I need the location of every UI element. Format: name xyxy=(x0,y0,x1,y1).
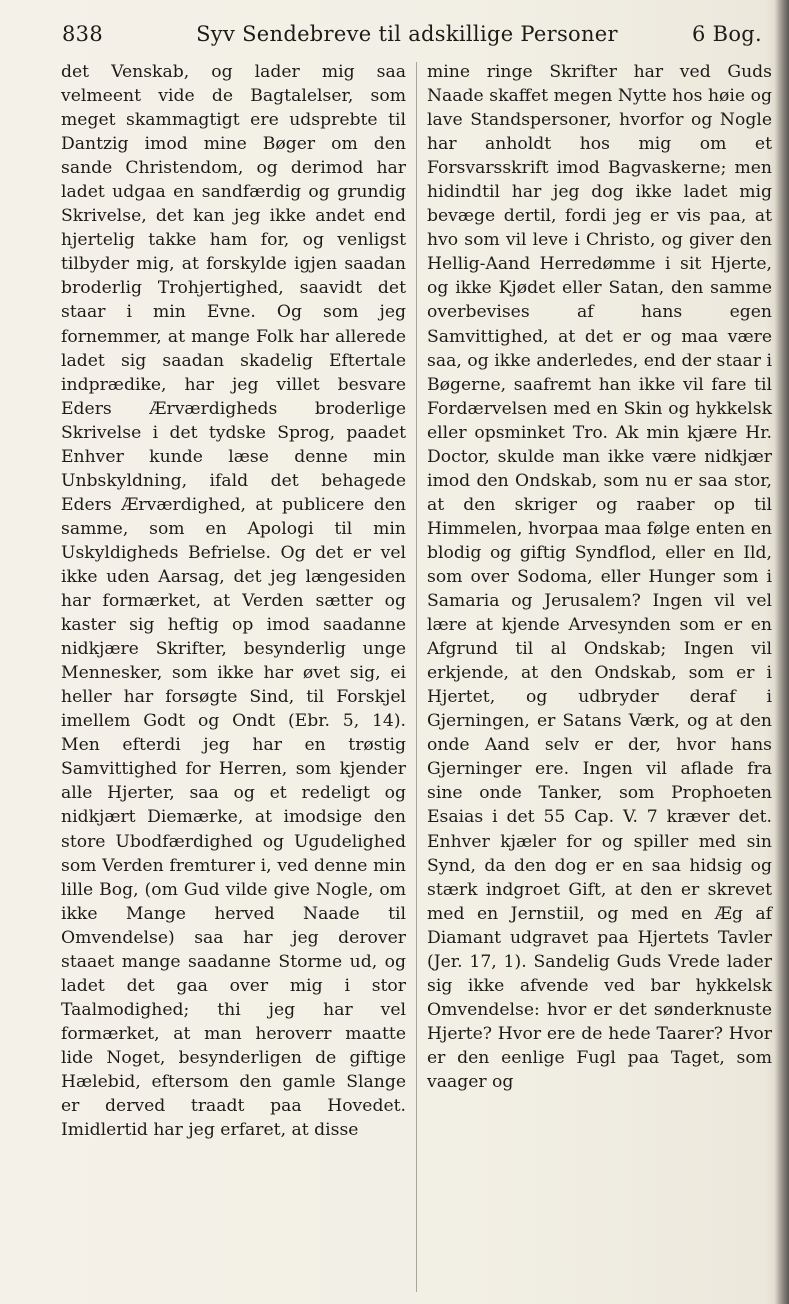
page-number: 838 xyxy=(62,22,103,46)
sheet-label: 6 Bog. xyxy=(691,22,762,46)
left-column xyxy=(61,60,406,1142)
column-divider xyxy=(416,62,417,1292)
left-column-text: det Venskab, og lader mig saa velmeent vide de Bagtalelser, som meget skammagtigt ere udsprebte til Dantzig imod mine Bøger om den sande Christendom, og derimod har ladet udgaa en sandfærdig og grundig Skrivelse, det kan jeg ikke andet end hjertelig takke ham for, og venligst tilbyder mig, at forskylde igjen saadan broderlig Trohjertighed, saavidt det staar i min Evne. Og som jeg fornemmer, at mange Folk har allerede ladet sig saadan skadelig Eftertale indprædike, har jeg villet besvare Eders Ærværdigheds broderlige Skrivelse i det tydske Sprog, paadet Enhver kunde læse denne min Unbskyldning, ifald det behagede Eders Ærværdighed, at publicere den samme, som en Apologi til min Uskyldigheds Befrielse. Og det er vel ikke uden Aarsag, det jeg længesiden har formærket, at Verden sætter og kaster sig heftig op imod saadanne nidkjære Skrifter, besynderlig unge Mennesker, som ikke har øvet sig, ei heller har forsøgte Sind, til Forskjel imellem Godt og Ondt (Ebr. 5, 14). Men efterdi jeg har en trøstig Samvittighed for Herren, som kjender alle Hjerter, saa og et redeligt og nidkjært Diemærke, at imodsige den store Ubodfærdighed og Ugudelighed som Verden fremturer i, ved denne min lille Bog, (om Gud vilde give Nogle, om ikke Mange herved Naade til Omvendelse) saa har jeg derover staaet mange saadanne Storme ud, og ladet det gaa over mig i stor Taalmodighed; thi jeg har vel formærket, at man heroverr maatte lide Noget, besynderligen de giftige Hælebid, eftersom den gamle Slange er derved traadt paa Hovedet. Imidlertid har jeg erfaret, at disse xyxy=(61,62,406,1141)
right-column-text: mine ringe Skrifter har ved Guds Naade skaffet megen Nytte hos høie og lave Standspersoner, hvorfor og Nogle har anholdt hos mig om et Forsvarsskrift imod Bagvaskerne; men hidindtil har jeg dog ikke ladet mig bevæge dertil, fordi jeg er vis paa, at hvo som vil leve i Christo, og giver den Hellig-Aand Herredømme i sit Hjerte, og ikke Kjødet eller Satan, den samme overbevises af hans egen Samvittighed, at det er og maa være saa, og ikke anderledes, end der staar i Bøgerne, saafremt han ikke vil fare til Fordærvelsen med en Skin og hykkelsk eller opsminket Tro. Ak min kjære Hr. Doctor, skulde man ikke være nidkjær imod den Ondskab, som nu er saa stor, at den skriger og raaber op til Himmelen, hvorpaa maa følge enten en blodig og giftig Syndflod, eller en Ild, som over Sodoma, eller Hunger som i Samaria og Jerusalem? Ingen vil vel lære at kjende Arvesynden som er en Afgrund til al Ondskab; Ingen vil erkjende, at den Ondskab, som er i Hjertet, og udbryder deraf i Gjerningen, er Satans Værk, og at den onde Aand selv er der, hvor hans Gjerninger ere. Ingen vil aflade fra sine onde Tanker, som Prophoeten Esaias i det 55 Cap. V. 7 kræver det. Enhver kjæler for og spiller med sin Synd, da den dog er en saa hidsig og stærk indgroet Gift, at den er skrevet med en Jernstiil, og med en Æg af Diamant udgravet paa Hjertets Tavler (Jer. 17, 1). Sandelig Guds Vrede lader sig ikke afvende ved bar hykkelsk Omvendelse: hvor er det sønderknuste Hjerte? Hvor ere de hede Taarer? Hvor er den eenlige Fugl paa Taget, som vaager og xyxy=(427,62,772,1092)
page-header xyxy=(62,20,762,54)
page-binding-edge xyxy=(775,0,789,1304)
right-column xyxy=(427,60,772,1094)
running-title: Syv Sendebreve til adskillige Personer xyxy=(196,22,618,46)
